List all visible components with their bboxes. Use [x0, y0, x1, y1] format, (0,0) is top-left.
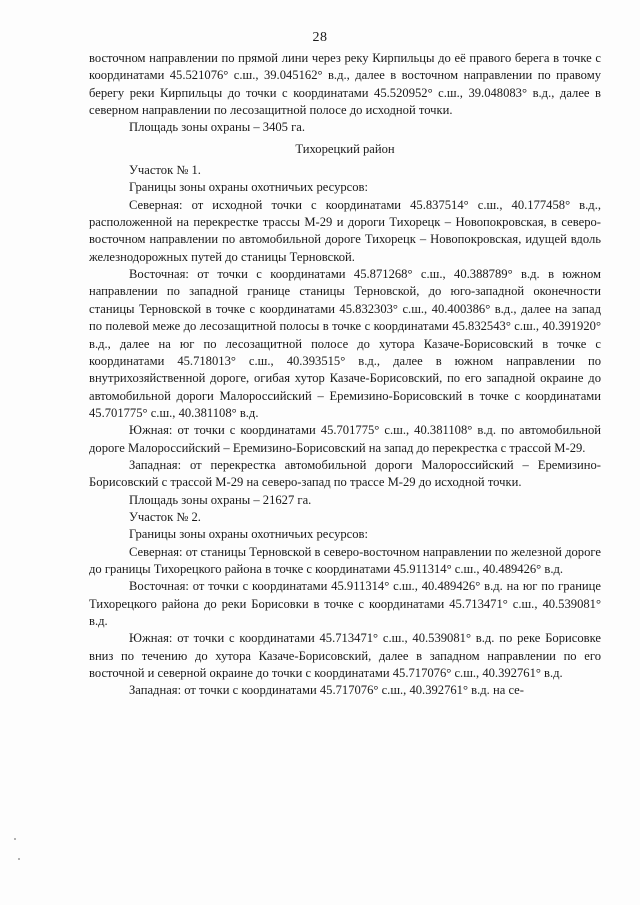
- plot2-west-boundary: Западная: от точки с координатами 45.717076° с.ш., 40.392761° в.д. на се-: [129, 683, 524, 698]
- plot1-south-boundary: Южная: от точки с координатами 45.701775° с.ш., 40.381108° в.д. по автомобильной дороге Малороссийский – Еремизино-Борисовский на запад до перекрестка с трассой М-29.: [89, 423, 601, 455]
- plot1-west-boundary: Западная: от перекрестка автомобильной дороги Малороссийский – Еремизино-Борисовский с трассой М-29 на северо-запад по трассе М-29 до исходной точки.: [89, 457, 601, 490]
- document-body: [89, 50, 601, 700]
- scan-speck: [18, 858, 20, 860]
- plot2-south-boundary: Южная: от точки с координатами 45.713471° с.ш., 40.539081° в.д. по реке Борисовке вниз по течению до хутора Казаче-Борисовский, далее в западном направлении по его восточной и северной окраине до точки с координатами 45.717076° с.ш., 40.392761° в.д.: [89, 631, 601, 681]
- plot2-east-boundary: Восточная: от точки с координатами 45.911314° с.ш., 40.489426° в.д. на юг по границе Тихорецкого района до реки Борисовки в точке с координатами 45.713471° с.ш., 40.539081° в.д.: [89, 579, 601, 628]
- page-number: 28: [312, 30, 328, 45]
- plot1-north-boundary: Северная: от исходной точки с координатами 45.837514° с.ш., 40.177458° в.д., расположенной на перекрестке трассы М-29 и дороги Тихорецк – Новопокровская, в северо-восточном направлении по автомобильной дороге Тихорецк – Новопокровская, идущей вдоль железнодорожных путей до станицы Терновской.: [89, 197, 601, 264]
- scan-speck: [14, 838, 16, 840]
- boundaries-heading-1: Границы зоны охраны охотничьих ресурсов:: [129, 180, 368, 195]
- boundaries-heading-2: Границы зоны охраны охотничьих ресурсов:: [129, 527, 368, 542]
- plot-heading-1: Участок № 1.: [129, 163, 201, 178]
- plot2-north-boundary: Северная: от станицы Терновской в северо-восточном направлении по железной дороге до границы Тихорецкого района в точке с координатами 45.911314° с.ш., 40.489426° в.д.: [89, 544, 601, 576]
- area-total-2: Площадь зоны охраны – 21627 га.: [129, 492, 312, 507]
- plot-heading-2: Участок № 2.: [129, 509, 201, 524]
- area-total-1: Площадь зоны охраны – 3405 га.: [129, 120, 306, 135]
- paragraph-continuation: восточном направлении по прямой лини через реку Кирпильцы до её правого берега в точке с координатами 45.521076° с.ш., 39.045162° в.д., далее в восточном направлении по правому берегу реки Кирпильцы до точки с координатами 45.520952° с.ш., 39.048083° в.д., далее в северном направлении по лесозащитной полосе до исходной точки.: [89, 51, 601, 118]
- plot1-east-boundary: Восточная: от точки с координатами 45.871268° с.ш., 40.388789° в.д. в южном направлении по западной границе станицы Терновской, до юго-западной оконечности станицы Терновской в точке с координатами 45.832303° с.ш., 40.400386° в.д., далее на запад по полевой меже до лесозащитной полосы в точке с координатами 45.832543° с.ш., 40.391920° в.д., далее на юг по лесозащитной полосе до хутора Казаче-Борисовский в точке с координатами 45.718013° с.ш., 40.393515° в.д., далее в южном направлении по внутрихозяйственной дороге, огибая хутор Казаче-Борисовский, по его западной окраине до автомобильной дороги Малороссийский – Еремизино-Борисовский в точке с координатами 45.701775° с.ш., 40.381108° в.д.: [89, 267, 601, 420]
- district-heading: Тихорецкий район: [295, 141, 395, 156]
